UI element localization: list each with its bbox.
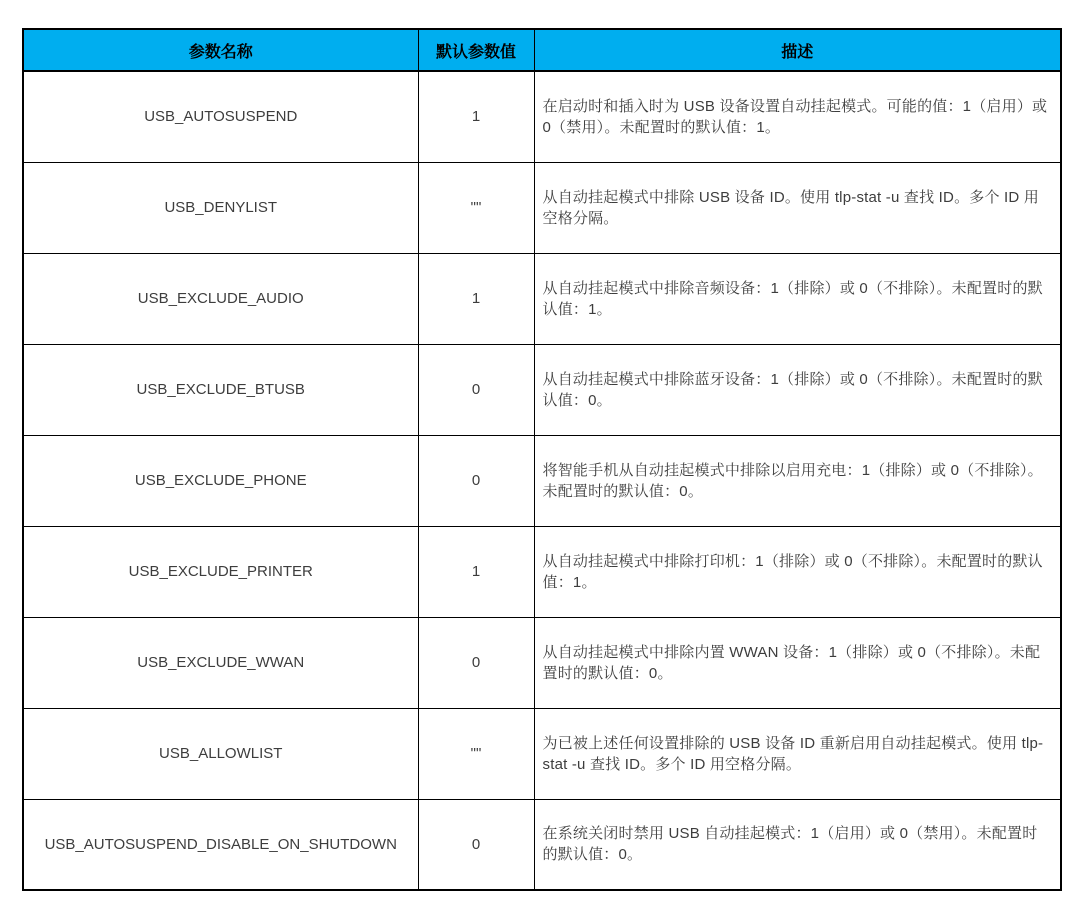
table-row <box>23 617 1061 708</box>
default-value-cell: "" <box>418 162 534 253</box>
default-value-cell: "" <box>418 708 534 799</box>
default-value-cell: 1 <box>418 71 534 162</box>
table-row <box>23 435 1061 526</box>
default-value-cell: 0 <box>418 617 534 708</box>
param-name-cell: USB_DENYLIST <box>23 162 418 253</box>
param-name-cell: USB_EXCLUDE_PRINTER <box>23 526 418 617</box>
description-cell: 从自动挂起模式中排除 USB 设备 ID。使用 tlp-stat -u 查找 ID。多个 ID 用空格分隔。 <box>534 162 1061 253</box>
table-row <box>23 526 1061 617</box>
param-name-cell: USB_EXCLUDE_BTUSB <box>23 344 418 435</box>
table-row <box>23 799 1061 890</box>
param-name-cell: USB_ALLOWLIST <box>23 708 418 799</box>
default-value-cell: 1 <box>418 253 534 344</box>
table-row <box>23 253 1061 344</box>
default-value-cell: 0 <box>418 344 534 435</box>
column-header-description: 描述 <box>534 29 1061 71</box>
description-cell: 从自动挂起模式中排除内置 WWAN 设备：1（排除）或 0（不排除）。未配置时的默认值：0。 <box>534 617 1061 708</box>
param-name-cell: USB_EXCLUDE_PHONE <box>23 435 418 526</box>
param-name-cell: USB_EXCLUDE_AUDIO <box>23 253 418 344</box>
usb-parameters-table <box>22 28 1062 891</box>
table-row <box>23 162 1061 253</box>
table-row <box>23 71 1061 162</box>
default-value-cell: 0 <box>418 435 534 526</box>
column-header-default-value: 默认参数值 <box>418 29 534 71</box>
description-cell: 从自动挂起模式中排除音频设备：1（排除）或 0（不排除）。未配置时的默认值：1。 <box>534 253 1061 344</box>
description-cell: 将智能手机从自动挂起模式中排除以启用充电：1（排除）或 0（不排除）。未配置时的默认值：0。 <box>534 435 1061 526</box>
description-cell: 为已被上述任何设置排除的 USB 设备 ID 重新启用自动挂起模式。使用 tlp-stat -u 查找 ID。多个 ID 用空格分隔。 <box>534 708 1061 799</box>
param-name-cell: USB_AUTOSUSPEND_DISABLE_ON_SHUTDOWN <box>23 799 418 890</box>
description-cell: 在启动时和插入时为 USB 设备设置自动挂起模式。可能的值：1（启用）或 0（禁用）。未配置时的默认值：1。 <box>534 71 1061 162</box>
param-name-cell: USB_EXCLUDE_WWAN <box>23 617 418 708</box>
table-row <box>23 344 1061 435</box>
description-cell: 在系统关闭时禁用 USB 自动挂起模式：1（启用）或 0（禁用）。未配置时的默认值：0。 <box>534 799 1061 890</box>
column-header-parameter-name: 参数名称 <box>23 29 418 71</box>
description-cell: 从自动挂起模式中排除蓝牙设备：1（排除）或 0（不排除）。未配置时的默认值：0。 <box>534 344 1061 435</box>
table-body <box>23 71 1061 890</box>
default-value-cell: 0 <box>418 799 534 890</box>
default-value-cell: 1 <box>418 526 534 617</box>
description-cell: 从自动挂起模式中排除打印机：1（排除）或 0（不排除）。未配置时的默认值：1。 <box>534 526 1061 617</box>
table-header-row <box>23 29 1061 71</box>
table-row <box>23 708 1061 799</box>
param-name-cell: USB_AUTOSUSPEND <box>23 71 418 162</box>
